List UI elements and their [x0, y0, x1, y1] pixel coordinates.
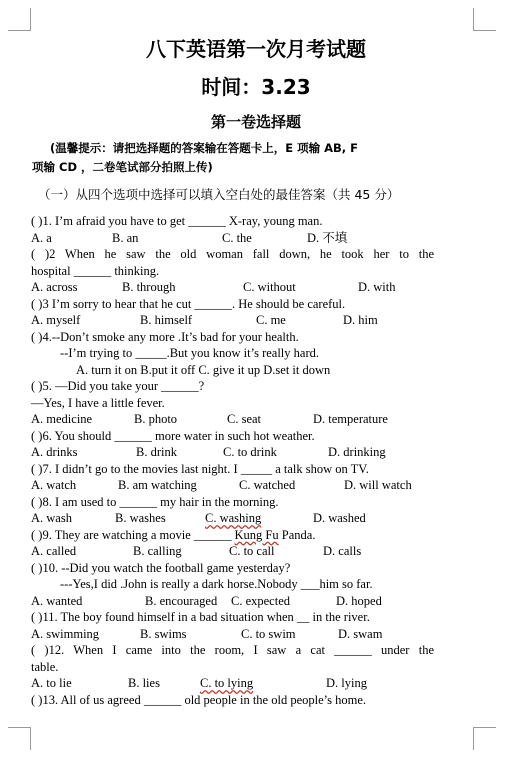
section-heading: （一）从四个选项中选择可以填入空白处的最佳答案（共 45 分）	[38, 187, 400, 202]
option-a: A. a	[31, 230, 52, 245]
option-d: D. 不填	[307, 230, 348, 245]
question-11-stem: ( )11. The boy found himself in a bad situation when __ in the river.	[31, 610, 370, 624]
question-13-stem: ( )13. All of us agreed ______ old people in the old people’s home.	[31, 692, 367, 707]
crop-mark-bottom-right	[473, 727, 496, 750]
option-c: C. seat	[227, 412, 262, 426]
tip-note	[32, 139, 452, 177]
option-c: C. washing	[205, 511, 262, 525]
option-d: D. washed	[313, 511, 366, 525]
option-b: B. calling	[133, 544, 182, 558]
question-4-options: A. turn it on B.put it off C. give it up D.set it down	[76, 362, 331, 377]
option-b: B. himself	[140, 313, 193, 327]
option-b: B. lies	[128, 676, 160, 690]
option-d: D. lying	[326, 676, 367, 690]
question-4-stem-line-1: ( )4.--Don’t smoke any more .It’s bad for your health.	[31, 329, 299, 344]
question-9-stem	[31, 527, 434, 544]
question-6-options	[31, 444, 434, 461]
question-10-stem-line-2: ---Yes,I did .John is really a dark horse.Nobody ___him so far.	[60, 577, 373, 591]
stem-text: ( )9. They are watching a movie ______	[31, 527, 235, 542]
question-10-stem-line-1: ( )10. --Did you watch the football game yesterday?	[31, 560, 291, 575]
question-11-options	[31, 626, 434, 643]
exam-title: 八下英语第一次月考试题	[146, 37, 366, 61]
option-b: B. swims	[140, 626, 187, 641]
option-c: C. me	[256, 313, 286, 327]
crop-mark-top-left	[8, 8, 31, 31]
question-7-options	[31, 477, 434, 494]
option-b: B. an	[112, 230, 139, 245]
option-c: C. to swim	[241, 626, 296, 641]
crop-mark-top-right	[473, 8, 496, 31]
crop-mark-bottom-left	[8, 727, 31, 750]
question-2-stem-line-1: ( )2 When he saw the old woman fall down, he took her to the	[31, 247, 434, 261]
option-b: B. drink	[136, 445, 177, 459]
option-d: D. drinking	[328, 445, 386, 459]
option-d: D. temperature	[313, 412, 388, 426]
option-d: D. him	[343, 313, 378, 327]
question-5-stem-line-2: —Yes, I have a little fever.	[31, 395, 165, 410]
option-d: D. with	[358, 280, 396, 294]
tip-line-1: (温馨提示：请把选择题的答案输在答题卡上，E 项输 AB, F	[50, 141, 359, 155]
exam-time: 时间：3.23	[201, 75, 311, 99]
question-12-stem-line-1: ( )12. When I came into the room, I saw a cat ______ under the	[31, 643, 434, 657]
option-c: C. watched	[239, 478, 296, 492]
question-3-options	[31, 312, 434, 329]
option-d: D. hoped	[336, 593, 382, 608]
question-5-stem-line-1: ( )5. —Did you take your ______?	[31, 379, 205, 393]
option-b: B. washes	[115, 511, 166, 525]
question-8-options	[31, 510, 434, 527]
option-c: C. the	[222, 230, 252, 245]
option-a: A. watch	[31, 478, 77, 492]
option-d: D. will watch	[344, 478, 412, 492]
option-a: A. medicine	[31, 412, 93, 426]
question-1-stem: ( )1. I’m afraid you have to get ______ X-ray, young man.	[31, 214, 323, 228]
question-12-options	[31, 675, 434, 692]
option-b: B. through	[122, 280, 176, 294]
question-list	[31, 213, 434, 708]
option-d: D. swam	[338, 626, 383, 641]
stem-text-end: Panda.	[278, 527, 316, 542]
question-2-options	[31, 279, 434, 296]
option-c: C. without	[243, 280, 296, 294]
option-a: A. called	[31, 544, 77, 558]
stem-marked-text: Kung Fu	[234, 527, 279, 542]
question-2-stem-line-2: hospital ______ thinking.	[31, 263, 160, 278]
option-b: B. am watching	[118, 478, 197, 492]
option-a: A. wanted	[31, 593, 83, 608]
option-a: A. swimming	[31, 626, 100, 641]
tip-line-2: 项输 CD ，二卷笔试部分拍照上传)	[32, 160, 213, 174]
option-a: A. drinks	[31, 445, 78, 459]
option-c: C. expected	[231, 593, 291, 608]
part-heading: 第一卷选择题	[210, 113, 301, 131]
option-c: C. to lying	[200, 676, 254, 690]
question-6-stem: ( )6. You should ______ more water in such hot weather.	[31, 428, 315, 443]
question-7-stem: ( )7. I didn’t go to the movies last night. I _____ a talk show on TV.	[31, 461, 369, 476]
question-9-options	[31, 543, 434, 560]
question-4-stem-line-2: --I’m trying to _____.But you know it’s really hard.	[60, 346, 319, 360]
option-d: D. calls	[323, 544, 362, 558]
question-10-options	[31, 593, 434, 610]
option-a: A. wash	[31, 511, 72, 525]
question-8-stem: ( )8. I am used to ______ my hair in the morning.	[31, 494, 279, 509]
option-a: A. across	[31, 280, 78, 294]
question-5-options	[31, 411, 434, 428]
question-12-stem-line-2: table.	[31, 659, 59, 674]
option-a: A. to lie	[31, 676, 72, 690]
option-b: B. encouraged	[145, 593, 218, 608]
question-3-stem: ( )3 I’m sorry to hear that he cut ______. He should be careful.	[31, 296, 346, 311]
option-b: B. photo	[134, 412, 178, 426]
option-a: A. myself	[31, 313, 81, 327]
question-1-options	[31, 230, 434, 247]
option-c: C. to call	[229, 544, 275, 558]
option-c: C. to drink	[223, 445, 277, 459]
